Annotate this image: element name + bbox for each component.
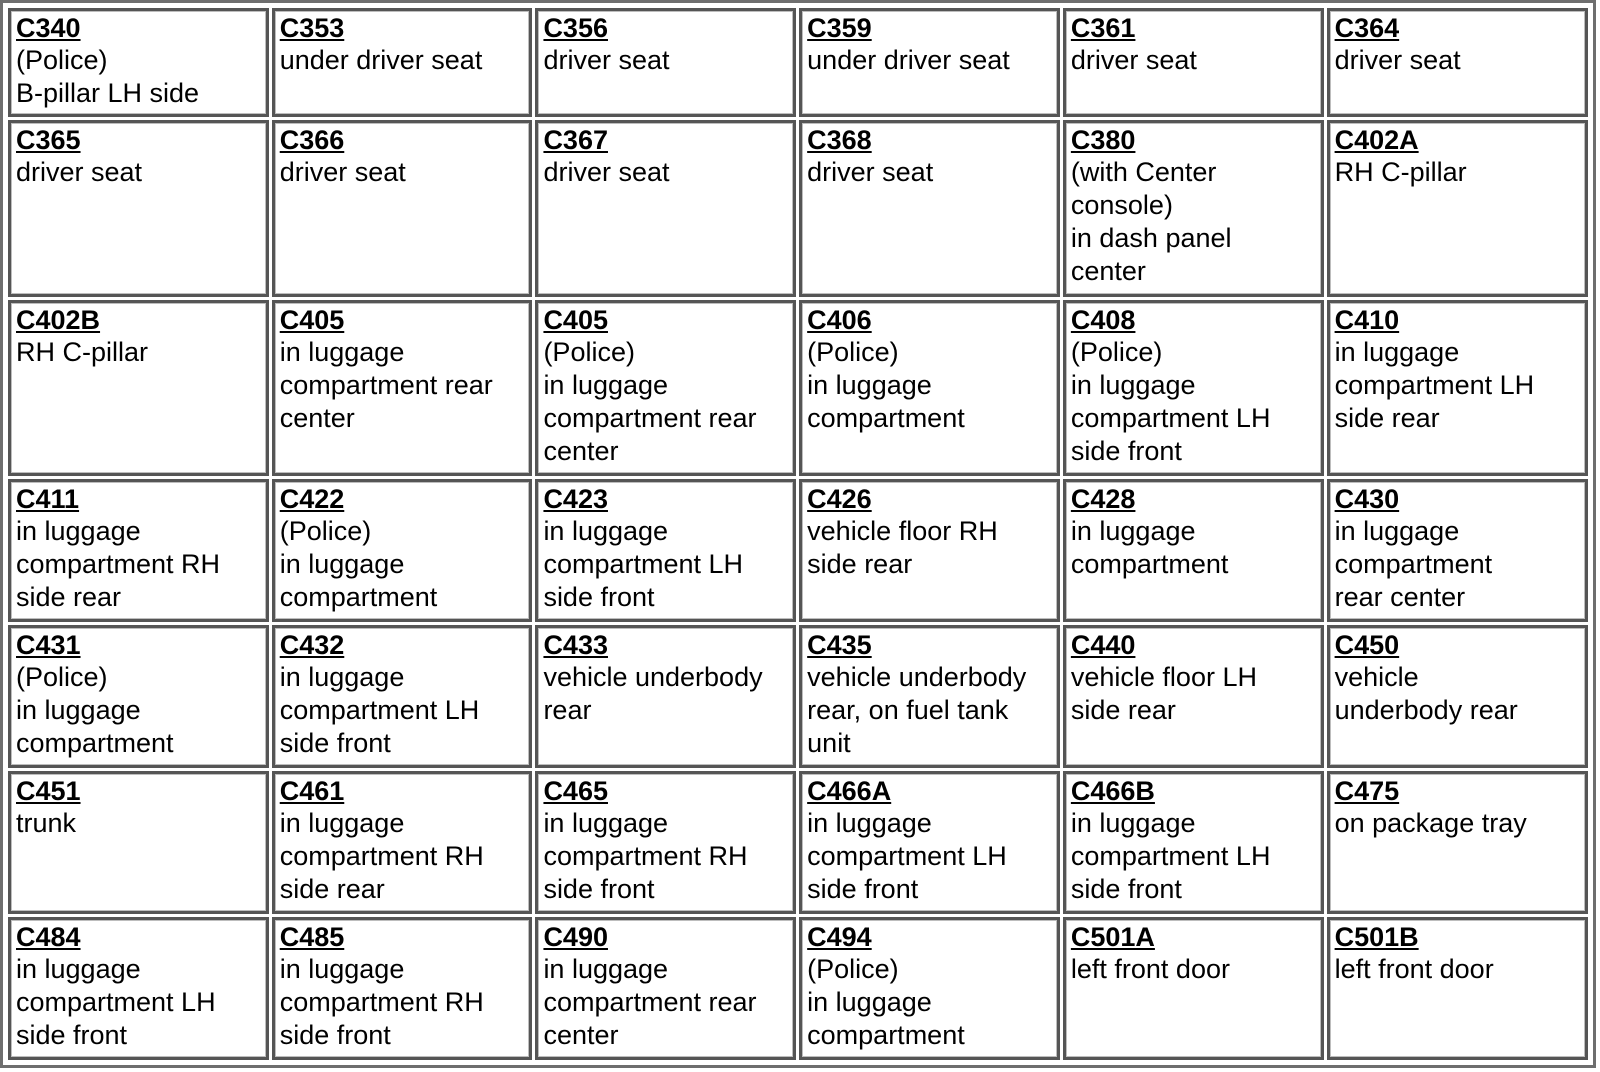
table-cell xyxy=(799,771,1060,914)
connector-location-text: (Police) in luggage compartment rear center xyxy=(543,336,757,466)
table-row xyxy=(8,300,1588,477)
table-cell xyxy=(1063,479,1324,622)
table-cell xyxy=(1063,771,1324,914)
connector-code-link[interactable]: C402B xyxy=(16,304,101,335)
table-cell xyxy=(8,8,269,117)
connector-location-text: in luggage compartment LH side front xyxy=(279,662,480,759)
connector-location-text: under driver seat xyxy=(279,45,483,75)
connector-location-text: in luggage compartment LH side front xyxy=(543,516,744,613)
connector-location-text: in luggage compartment RH side rear xyxy=(16,516,221,613)
connector-code-link[interactable]: C484 xyxy=(16,922,81,953)
connector-location-text: in luggage compartment rear center xyxy=(279,336,493,433)
connector-code-link[interactable]: C423 xyxy=(543,484,608,515)
connector-code-link[interactable]: C411 xyxy=(16,484,80,515)
table-cell xyxy=(1327,8,1588,117)
connector-code-link[interactable]: C450 xyxy=(1334,630,1400,661)
connector-location-text: RH C-pillar xyxy=(16,336,149,367)
table-cell xyxy=(8,300,269,477)
connector-code-link[interactable]: C428 xyxy=(1070,484,1136,515)
connector-location-text: (Police) in luggage compartment xyxy=(807,954,965,1051)
connector-location-text: (Police) in luggage compartment LH side front xyxy=(1070,336,1271,466)
connector-location-text: in luggage compartment RH side rear xyxy=(279,808,484,905)
table-cell xyxy=(799,300,1060,477)
table-cell xyxy=(272,771,533,914)
connector-location-text: in luggage compartment LH side front xyxy=(16,954,216,1051)
table-cell xyxy=(1063,300,1324,477)
connector-location-text: trunk xyxy=(16,808,77,839)
connector-location-text: vehicle underbody rear xyxy=(543,662,763,726)
connector-code-link[interactable]: C490 xyxy=(543,922,608,953)
connector-location-table xyxy=(5,5,1591,1063)
connector-location-text: (Police) in luggage compartment xyxy=(16,662,174,759)
table-cell xyxy=(8,771,269,914)
connector-code-link[interactable]: C426 xyxy=(807,484,872,515)
connector-code-link[interactable]: C465 xyxy=(543,776,608,807)
connector-code-link[interactable]: C366 xyxy=(279,125,345,156)
table-cell xyxy=(799,120,1060,297)
table-cell xyxy=(799,8,1060,117)
connector-code-link[interactable]: C408 xyxy=(1070,304,1136,335)
connector-location-text: (with Center console) in dash panel center xyxy=(1070,157,1232,287)
connector-code-link[interactable]: C361 xyxy=(1070,13,1136,43)
table-cell xyxy=(799,625,1060,768)
connector-location-text: in luggage compartment LH side rear xyxy=(1334,336,1535,433)
table-cell xyxy=(1327,479,1588,622)
connector-location-text: (Police) B-pillar LH side xyxy=(16,45,200,108)
connector-location-text: in luggage compartment LH side front xyxy=(807,808,1007,905)
table-cell xyxy=(535,479,796,622)
connector-code-link[interactable]: C410 xyxy=(1334,304,1400,335)
connector-code-link[interactable]: C501B xyxy=(1334,922,1419,953)
table-cell xyxy=(1063,625,1324,768)
connector-location-text: RH C-pillar xyxy=(1334,157,1467,188)
table-cell xyxy=(799,479,1060,622)
connector-location-text: in luggage compartment LH side front xyxy=(1070,808,1271,905)
connector-location-text: in luggage compartment rear center xyxy=(543,954,757,1051)
connector-code-link[interactable]: C451 xyxy=(16,776,81,807)
table-cell xyxy=(8,479,269,622)
table-cell xyxy=(1327,120,1588,297)
connector-code-link[interactable]: C494 xyxy=(807,922,872,953)
table-row xyxy=(8,625,1588,768)
connector-location-text: on package tray xyxy=(1334,808,1527,839)
connector-code-link[interactable]: C485 xyxy=(279,922,345,953)
table-cell xyxy=(1063,8,1324,117)
table-cell xyxy=(8,917,269,1060)
table-cell xyxy=(272,917,533,1060)
connector-code-link[interactable]: C432 xyxy=(279,630,345,661)
connector-code-link[interactable]: C433 xyxy=(543,630,608,661)
connector-location-text: left front door xyxy=(1334,954,1494,985)
table-cell xyxy=(535,625,796,768)
connector-code-link[interactable]: C402A xyxy=(1334,125,1419,156)
connector-location-text: vehicle floor RH side rear xyxy=(807,516,998,580)
table-cell xyxy=(1327,771,1588,914)
table-cell xyxy=(1327,917,1588,1060)
connector-location-text: in luggage compartment xyxy=(1070,516,1229,580)
table-row xyxy=(8,120,1588,297)
connector-code-link[interactable]: C466B xyxy=(1070,776,1155,807)
connector-code-link[interactable]: C435 xyxy=(807,630,872,661)
table-row xyxy=(8,8,1588,117)
table-cell xyxy=(272,120,533,297)
connector-location-text: driver seat xyxy=(543,45,670,75)
table-cell xyxy=(535,917,796,1060)
connector-location-text: vehicle floor LH side rear xyxy=(1070,662,1257,726)
table-cell xyxy=(272,300,533,477)
connector-code-link[interactable]: C461 xyxy=(279,776,345,807)
connector-code-link[interactable]: C364 xyxy=(1334,13,1400,43)
table-row xyxy=(8,917,1588,1060)
table-cell xyxy=(1063,917,1324,1060)
table-cell xyxy=(535,8,796,117)
connector-code-link[interactable]: C353 xyxy=(279,13,345,43)
connector-code-link[interactable]: C405 xyxy=(543,304,608,335)
table-row xyxy=(8,479,1588,622)
table-cell xyxy=(272,479,533,622)
table-cell xyxy=(8,120,269,297)
connector-location-text: driver seat xyxy=(16,157,143,188)
table-cell xyxy=(799,917,1060,1060)
connector-code-link[interactable]: C405 xyxy=(279,304,345,335)
connector-code-link[interactable]: C501A xyxy=(1070,922,1155,953)
table-cell xyxy=(1063,120,1324,297)
table-body xyxy=(8,8,1588,1060)
connector-code-link[interactable]: C475 xyxy=(1334,776,1400,807)
table-cell xyxy=(535,120,796,297)
connector-location-text: driver seat xyxy=(279,157,406,188)
connector-location-text: vehicle underbody rear xyxy=(1334,662,1518,726)
connector-location-text: in luggage compartment RH side front xyxy=(543,808,748,905)
table-cell xyxy=(1327,300,1588,477)
connector-code-link[interactable]: C466A xyxy=(807,776,892,807)
connector-location-text: vehicle underbody rear, on fuel tank unit xyxy=(807,662,1027,759)
connector-code-link[interactable]: C430 xyxy=(1334,484,1400,515)
connector-location-text: under driver seat xyxy=(807,45,1010,75)
table-cell xyxy=(535,771,796,914)
connector-location-text: in luggage compartment RH side front xyxy=(279,954,484,1051)
connector-code-link[interactable]: C440 xyxy=(1070,630,1136,661)
connector-location-text: (Police) in luggage compartment xyxy=(807,336,965,433)
connector-code-link[interactable]: C431 xyxy=(16,630,81,661)
connector-location-text: in luggage compartment rear center xyxy=(1334,516,1493,613)
connector-code-link[interactable]: C365 xyxy=(16,125,81,156)
table-row xyxy=(8,771,1588,914)
connector-code-link[interactable]: C380 xyxy=(1070,125,1136,156)
table-cell xyxy=(8,625,269,768)
connector-code-link[interactable]: C368 xyxy=(807,125,872,156)
connector-location-text: (Police) in luggage compartment xyxy=(279,516,438,613)
table-cell xyxy=(1327,625,1588,768)
connector-code-link[interactable]: C422 xyxy=(279,484,345,515)
connector-location-text: driver seat xyxy=(543,157,670,188)
table-cell xyxy=(535,300,796,477)
connector-code-link[interactable]: C367 xyxy=(543,125,608,156)
connector-location-text: driver seat xyxy=(1334,45,1461,75)
connector-code-link[interactable]: C340 xyxy=(16,13,81,43)
connector-code-link[interactable]: C406 xyxy=(807,304,872,335)
connector-location-text: left front door xyxy=(1070,954,1230,985)
table-cell xyxy=(272,625,533,768)
table-cell xyxy=(272,8,533,117)
connector-location-text: driver seat xyxy=(807,157,934,188)
connector-code-link[interactable]: C356 xyxy=(543,13,608,43)
connector-code-link[interactable]: C359 xyxy=(807,13,872,43)
connector-location-text: driver seat xyxy=(1070,45,1197,75)
